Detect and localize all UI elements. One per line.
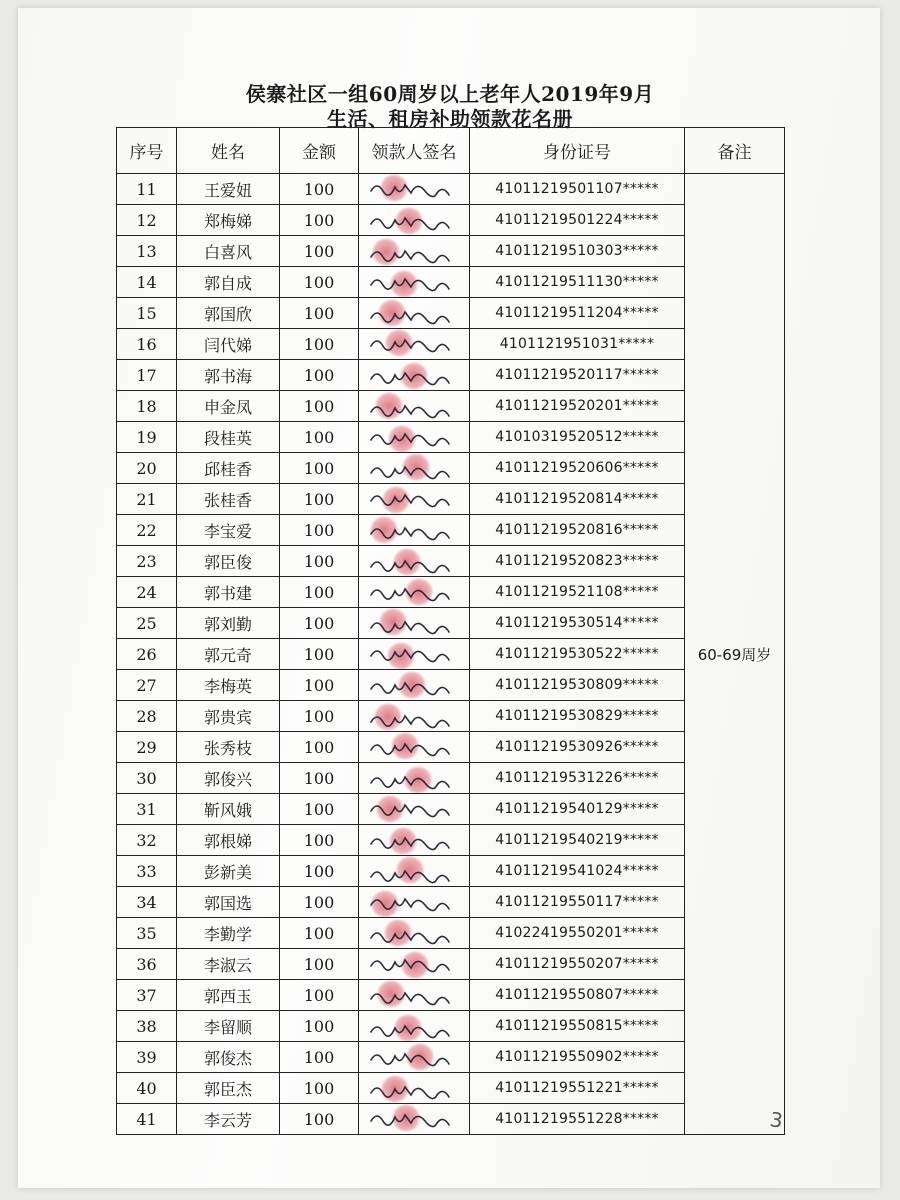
handwritten-signature xyxy=(367,456,457,482)
handwritten-signature xyxy=(367,673,457,699)
cell-name: 郭根娣 xyxy=(177,825,280,856)
cell-signature xyxy=(359,608,470,639)
page-mark: 3 xyxy=(768,1107,785,1133)
cell-seq: 18 xyxy=(117,391,177,422)
cell-id-number: 41011219551228***** xyxy=(470,1104,685,1135)
cell-amount: 100 xyxy=(280,980,359,1011)
table-row xyxy=(117,298,785,329)
cell-name: 郭俊兴 xyxy=(177,763,280,794)
cell-signature xyxy=(359,1042,470,1073)
cell-amount: 100 xyxy=(280,577,359,608)
cell-amount: 100 xyxy=(280,701,359,732)
cell-signature xyxy=(359,856,470,887)
table-row xyxy=(117,422,785,453)
cell-id-number: 41011219540129***** xyxy=(470,794,685,825)
cell-id-number: 41011219550815***** xyxy=(470,1011,685,1042)
table-row xyxy=(117,856,785,887)
cell-signature xyxy=(359,174,470,205)
handwritten-signature xyxy=(367,1014,457,1040)
handwritten-signature xyxy=(367,332,457,358)
cell-amount: 100 xyxy=(280,670,359,701)
cell-name: 郭书建 xyxy=(177,577,280,608)
cell-id-number: 41011219530926***** xyxy=(470,732,685,763)
cell-signature xyxy=(359,794,470,825)
table-row xyxy=(117,825,785,856)
cell-amount: 100 xyxy=(280,515,359,546)
cell-amount: 100 xyxy=(280,360,359,391)
cell-seq: 21 xyxy=(117,484,177,515)
cell-amount: 100 xyxy=(280,174,359,205)
header-name: 姓名 xyxy=(177,128,280,174)
cell-id-number: 41011219531226***** xyxy=(470,763,685,794)
cell-signature xyxy=(359,329,470,360)
cell-amount: 100 xyxy=(280,267,359,298)
cell-signature xyxy=(359,453,470,484)
cell-id-number: 41011219520606***** xyxy=(470,453,685,484)
cell-amount: 100 xyxy=(280,298,359,329)
handwritten-signature xyxy=(367,766,457,792)
table-row xyxy=(117,1104,785,1135)
table-row xyxy=(117,329,785,360)
cell-id-number: 41011219520201***** xyxy=(470,391,685,422)
cell-name: 段桂英 xyxy=(177,422,280,453)
cell-name: 彭新美 xyxy=(177,856,280,887)
cell-name: 郭俊杰 xyxy=(177,1042,280,1073)
cell-signature xyxy=(359,763,470,794)
table-row xyxy=(117,887,785,918)
cell-name: 闫代娣 xyxy=(177,329,280,360)
table-row xyxy=(117,205,785,236)
cell-id-number: 41011219530514***** xyxy=(470,608,685,639)
cell-id-number: 41011219511204***** xyxy=(470,298,685,329)
header-seq: 序号 xyxy=(117,128,177,174)
cell-name: 白喜风 xyxy=(177,236,280,267)
cell-name: 李淑云 xyxy=(177,949,280,980)
header-id: 身份证号 xyxy=(470,128,685,174)
cell-name: 李宝爱 xyxy=(177,515,280,546)
table-row xyxy=(117,980,785,1011)
handwritten-signature xyxy=(367,580,457,606)
cell-amount: 100 xyxy=(280,794,359,825)
handwritten-signature xyxy=(367,921,457,947)
cell-name: 靳风娥 xyxy=(177,794,280,825)
cell-seq: 15 xyxy=(117,298,177,329)
cell-amount: 100 xyxy=(280,422,359,453)
cell-seq: 13 xyxy=(117,236,177,267)
cell-id-number: 41011219520816***** xyxy=(470,515,685,546)
cell-name: 李云芳 xyxy=(177,1104,280,1135)
cell-id-number: 41011219550902***** xyxy=(470,1042,685,1073)
table-row xyxy=(117,1073,785,1104)
cell-name: 李梅英 xyxy=(177,670,280,701)
cell-name: 李勤学 xyxy=(177,918,280,949)
cell-seq: 27 xyxy=(117,670,177,701)
table-row xyxy=(117,949,785,980)
table-row xyxy=(117,484,785,515)
table-row xyxy=(117,515,785,546)
cell-name: 张秀枝 xyxy=(177,732,280,763)
cell-name: 郭国选 xyxy=(177,887,280,918)
cell-amount: 100 xyxy=(280,1042,359,1073)
cell-seq: 36 xyxy=(117,949,177,980)
table-row xyxy=(117,670,785,701)
handwritten-signature xyxy=(367,828,457,854)
cell-signature xyxy=(359,701,470,732)
cell-signature xyxy=(359,825,470,856)
cell-signature xyxy=(359,1104,470,1135)
cell-signature xyxy=(359,1011,470,1042)
handwritten-signature xyxy=(367,704,457,730)
cell-seq: 33 xyxy=(117,856,177,887)
cell-seq: 17 xyxy=(117,360,177,391)
cell-note: 60-69周岁 xyxy=(685,174,785,1135)
table-row xyxy=(117,1042,785,1073)
cell-id-number: 41011219501224***** xyxy=(470,205,685,236)
cell-signature xyxy=(359,949,470,980)
cell-signature xyxy=(359,298,470,329)
table-row xyxy=(117,453,785,484)
cell-id-number: 41011219521108***** xyxy=(470,577,685,608)
handwritten-signature xyxy=(367,208,457,234)
cell-signature xyxy=(359,515,470,546)
cell-seq: 25 xyxy=(117,608,177,639)
cell-seq: 40 xyxy=(117,1073,177,1104)
cell-name: 郭元奇 xyxy=(177,639,280,670)
cell-amount: 100 xyxy=(280,1073,359,1104)
table-row xyxy=(117,267,785,298)
cell-id-number: 41011219510303***** xyxy=(470,236,685,267)
cell-amount: 100 xyxy=(280,732,359,763)
header-signature: 领款人签名 xyxy=(359,128,470,174)
handwritten-signature xyxy=(367,518,457,544)
table-row xyxy=(117,608,785,639)
table-row xyxy=(117,701,785,732)
handwritten-signature xyxy=(367,394,457,420)
cell-id-number: 41011219520823***** xyxy=(470,546,685,577)
cell-id-number: 41011219520117***** xyxy=(470,360,685,391)
cell-signature xyxy=(359,422,470,453)
handwritten-signature xyxy=(367,363,457,389)
cell-name: 郭书海 xyxy=(177,360,280,391)
cell-signature xyxy=(359,267,470,298)
cell-amount: 100 xyxy=(280,1104,359,1135)
cell-amount: 100 xyxy=(280,639,359,670)
handwritten-signature xyxy=(367,301,457,327)
table-row xyxy=(117,794,785,825)
cell-seq: 12 xyxy=(117,205,177,236)
handwritten-signature xyxy=(367,1107,457,1133)
cell-id-number: 41011219530522***** xyxy=(470,639,685,670)
handwritten-signature xyxy=(367,611,457,637)
cell-signature xyxy=(359,670,470,701)
cell-seq: 38 xyxy=(117,1011,177,1042)
cell-seq: 41 xyxy=(117,1104,177,1135)
cell-seq: 34 xyxy=(117,887,177,918)
cell-amount: 100 xyxy=(280,856,359,887)
handwritten-signature xyxy=(367,983,457,1009)
handwritten-signature xyxy=(367,549,457,575)
handwritten-signature xyxy=(367,239,457,265)
cell-name: 郭臣俊 xyxy=(177,546,280,577)
handwritten-signature xyxy=(367,425,457,451)
handwritten-signature xyxy=(367,735,457,761)
cell-name: 郭贵宾 xyxy=(177,701,280,732)
table-row xyxy=(117,732,785,763)
cell-signature xyxy=(359,391,470,422)
cell-name: 张桂香 xyxy=(177,484,280,515)
cell-seq: 16 xyxy=(117,329,177,360)
handwritten-signature xyxy=(367,642,457,668)
cell-signature xyxy=(359,360,470,391)
cell-id-number: 4101121951031***** xyxy=(470,329,685,360)
cell-name: 郭西玉 xyxy=(177,980,280,1011)
cell-name: 郭臣杰 xyxy=(177,1073,280,1104)
table-row xyxy=(117,236,785,267)
cell-amount: 100 xyxy=(280,453,359,484)
handwritten-signature xyxy=(367,487,457,513)
roster-table xyxy=(116,127,785,1135)
cell-signature xyxy=(359,236,470,267)
table-row xyxy=(117,577,785,608)
cell-seq: 39 xyxy=(117,1042,177,1073)
cell-seq: 22 xyxy=(117,515,177,546)
cell-amount: 100 xyxy=(280,205,359,236)
cell-id-number: 41011219540219***** xyxy=(470,825,685,856)
cell-seq: 20 xyxy=(117,453,177,484)
cell-amount: 100 xyxy=(280,484,359,515)
cell-id-number: 41011219530829***** xyxy=(470,701,685,732)
handwritten-signature xyxy=(367,270,457,296)
header-note: 备注 xyxy=(685,128,785,174)
cell-seq: 26 xyxy=(117,639,177,670)
cell-id-number: 41011219501107***** xyxy=(470,174,685,205)
cell-seq: 23 xyxy=(117,546,177,577)
handwritten-signature xyxy=(367,177,457,203)
cell-amount: 100 xyxy=(280,887,359,918)
cell-id-number: 41010319520512***** xyxy=(470,422,685,453)
cell-name: 申金凤 xyxy=(177,391,280,422)
cell-amount: 100 xyxy=(280,236,359,267)
cell-name: 郑梅娣 xyxy=(177,205,280,236)
cell-id-number: 41011219530809***** xyxy=(470,670,685,701)
cell-signature xyxy=(359,1073,470,1104)
cell-id-number: 41011219511130***** xyxy=(470,267,685,298)
cell-seq: 32 xyxy=(117,825,177,856)
cell-amount: 100 xyxy=(280,763,359,794)
cell-id-number: 41011219520814***** xyxy=(470,484,685,515)
cell-seq: 31 xyxy=(117,794,177,825)
table-row xyxy=(117,763,785,794)
cell-amount: 100 xyxy=(280,391,359,422)
cell-signature xyxy=(359,546,470,577)
header-row xyxy=(117,128,785,174)
table-row xyxy=(117,546,785,577)
cell-seq: 29 xyxy=(117,732,177,763)
cell-seq: 11 xyxy=(117,174,177,205)
handwritten-signature xyxy=(367,890,457,916)
cell-seq: 24 xyxy=(117,577,177,608)
cell-seq: 14 xyxy=(117,267,177,298)
cell-signature xyxy=(359,918,470,949)
table-row xyxy=(117,174,785,205)
cell-name: 李留顺 xyxy=(177,1011,280,1042)
cell-amount: 100 xyxy=(280,546,359,577)
cell-signature xyxy=(359,205,470,236)
table-row xyxy=(117,639,785,670)
table-row xyxy=(117,918,785,949)
cell-amount: 100 xyxy=(280,825,359,856)
cell-signature xyxy=(359,577,470,608)
table-row xyxy=(117,360,785,391)
cell-id-number: 41022419550201***** xyxy=(470,918,685,949)
document-title: 侯寨社区一组60周岁以上老年人2019年9月 xyxy=(245,82,655,106)
table-row xyxy=(117,391,785,422)
cell-seq: 30 xyxy=(117,763,177,794)
document-subtitle: 生活、租房补助领款花名册 xyxy=(327,107,573,131)
cell-signature xyxy=(359,484,470,515)
header-amount: 金额 xyxy=(280,128,359,174)
cell-signature xyxy=(359,887,470,918)
cell-seq: 19 xyxy=(117,422,177,453)
cell-id-number: 41011219550807***** xyxy=(470,980,685,1011)
cell-amount: 100 xyxy=(280,329,359,360)
cell-signature xyxy=(359,980,470,1011)
cell-seq: 37 xyxy=(117,980,177,1011)
table-row xyxy=(117,1011,785,1042)
cell-name: 邱桂香 xyxy=(177,453,280,484)
cell-name: 王爱妞 xyxy=(177,174,280,205)
cell-amount: 100 xyxy=(280,918,359,949)
cell-amount: 100 xyxy=(280,608,359,639)
cell-name: 郭国欣 xyxy=(177,298,280,329)
cell-name: 郭自成 xyxy=(177,267,280,298)
handwritten-signature xyxy=(367,952,457,978)
cell-id-number: 41011219551221***** xyxy=(470,1073,685,1104)
cell-amount: 100 xyxy=(280,1011,359,1042)
cell-amount: 100 xyxy=(280,949,359,980)
handwritten-signature xyxy=(367,797,457,823)
handwritten-signature xyxy=(367,1045,457,1071)
handwritten-signature xyxy=(367,859,457,885)
cell-signature xyxy=(359,732,470,763)
cell-signature xyxy=(359,639,470,670)
cell-name: 郭刘勤 xyxy=(177,608,280,639)
cell-seq: 28 xyxy=(117,701,177,732)
handwritten-signature xyxy=(367,1076,457,1102)
cell-id-number: 41011219550207***** xyxy=(470,949,685,980)
cell-seq: 35 xyxy=(117,918,177,949)
cell-id-number: 41011219550117***** xyxy=(470,887,685,918)
cell-id-number: 41011219541024***** xyxy=(470,856,685,887)
